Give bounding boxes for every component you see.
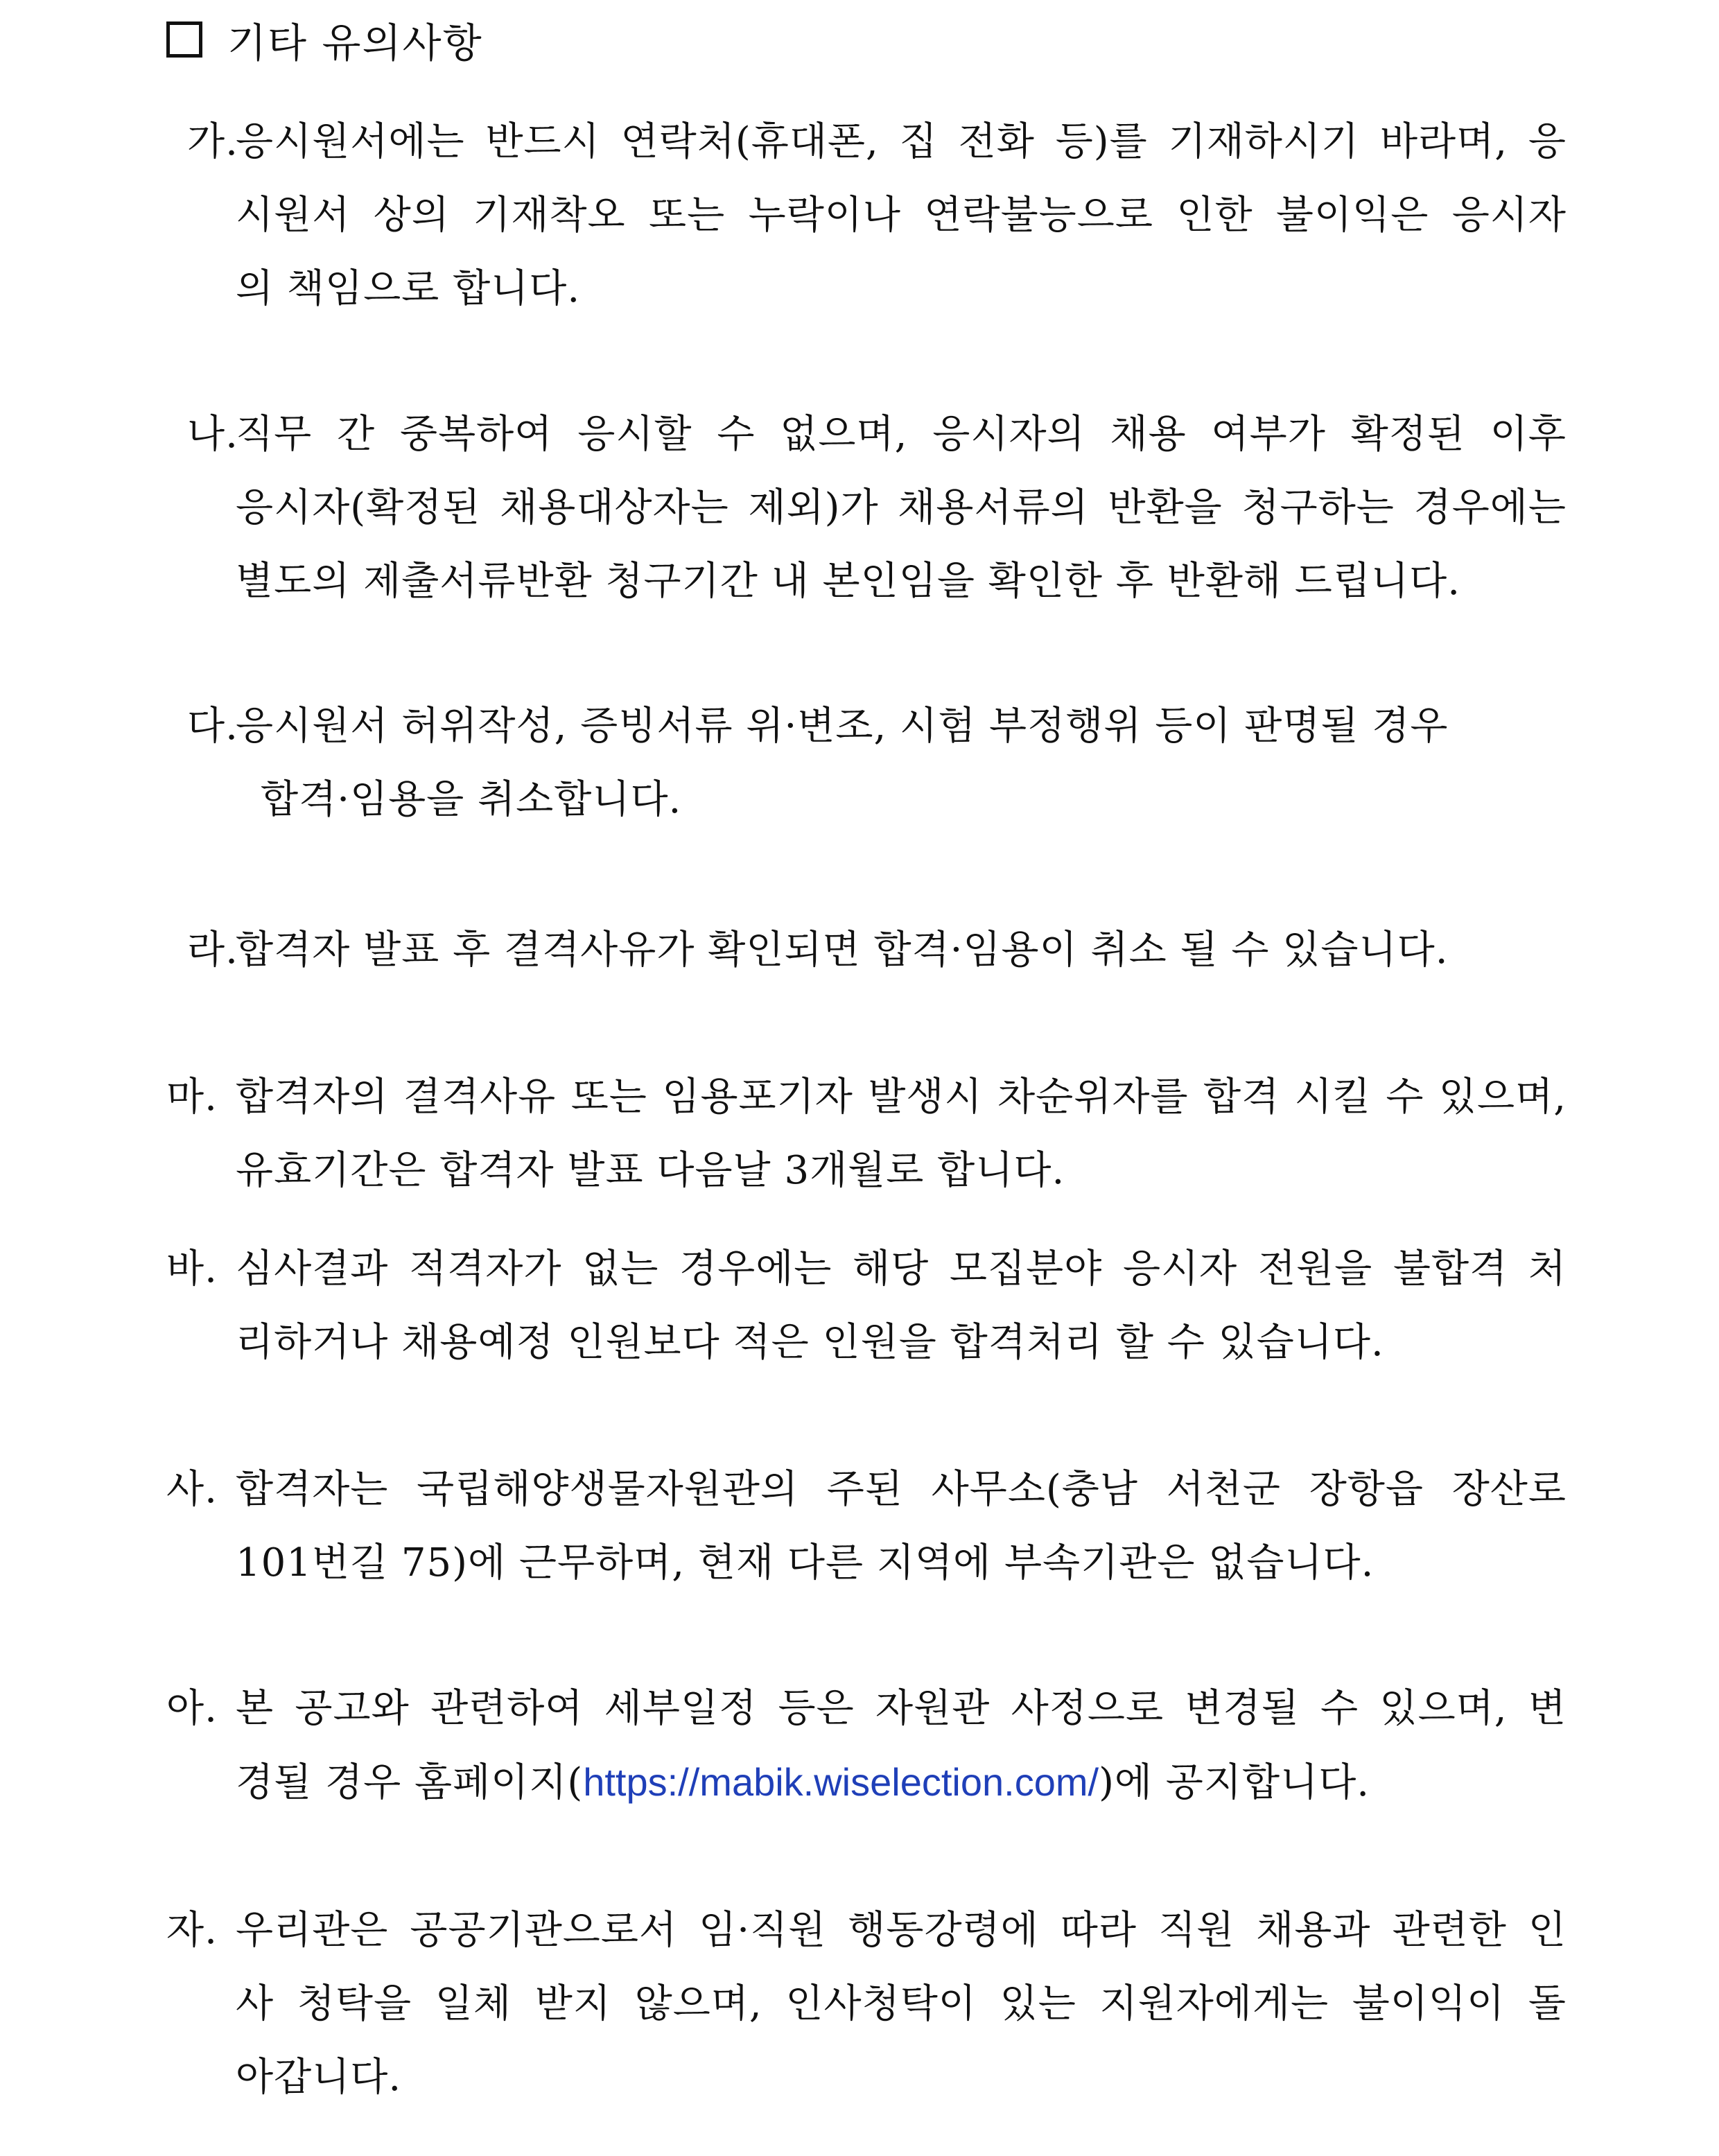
notice-item-ja	[166, 1894, 1567, 2114]
item-line: 101번길 75)에 근무하며, 현재 다른 지역에 부속기관은 없습니다.	[236, 1540, 1375, 1585]
item-line: 심사결과 적격자가 없는 경우에는 해당 모집분야 응시자 전원을 불합격 처	[236, 1246, 1567, 1292]
item-label: 다.	[187, 704, 238, 749]
homepage-link[interactable]: https://mabik.wiselection.com/	[583, 1760, 1099, 1804]
item-line: 응시원서 허위작성, 증빙서류 위·변조, 시험 부정행위 등이 판명될 경우	[236, 704, 1449, 749]
section-title: 기타 유의사항	[227, 19, 483, 67]
item-line: 별도의 제출서류반환 청구기간 내 본인임을 확인한 후 반환해 드립니다.	[236, 559, 1460, 604]
item-line: 응시자(확정된 채용대상자는 제외)가 채용서류의 반환을 청구하는 경우에는	[236, 485, 1567, 530]
checkbox-icon	[166, 21, 202, 58]
item-line: 의 책임으로 합니다.	[236, 266, 581, 311]
item-line: 합격자 발표 후 결격사유가 확인되면 합격·임용이 취소 될 수 있습니다.	[236, 928, 1449, 973]
item-label: 자.	[166, 1908, 218, 1953]
notice-item-na	[166, 398, 1567, 618]
item-line	[236, 1746, 1567, 1820]
item-line: 사 청탁을 일체 받지 않으며, 인사청탁이 있는 지원자에게는 불이익이 돌	[236, 1981, 1567, 2026]
item-label: 나.	[187, 412, 238, 457]
notice-item-ga	[166, 105, 1567, 326]
item-line: 본 공고와 관련하여 세부일정 등은 자원관 사정으로 변경될 수 있으며, 변	[236, 1686, 1567, 1731]
notice-item-sa	[166, 1453, 1567, 1600]
item-line-text: 경될 경우 홈페이지(	[236, 1760, 584, 1805]
item-line: 유효기간은 합격자 발표 다음날 3개월로 합니다.	[236, 1148, 1065, 1193]
item-line: 합격자의 결격사유 또는 임용포기자 발생시 차순위자를 합격 시킬 수 있으며,	[236, 1075, 1567, 1120]
item-line: 리하거나 채용예정 인원보다 적은 인원을 합격처리 할 수 있습니다.	[236, 1320, 1384, 1365]
item-line: 합격·임용을 취소합니다.	[261, 777, 682, 822]
item-line: 우리관은 공공기관으로서 임·직원 행동강령에 따라 직원 채용과 관련한 인	[236, 1908, 1567, 1953]
item-line: 응시원서에는 반드시 연락처(휴대폰, 집 전화 등)를 기재하시기 바라며, 응	[236, 119, 1567, 164]
item-label: 사.	[166, 1467, 218, 1512]
item-line-text: )에 공지합니다.	[1099, 1760, 1370, 1805]
notice-item-ma	[166, 1061, 1567, 1208]
notice-item-a	[166, 1672, 1567, 1820]
notice-item-ra	[166, 914, 1567, 987]
item-label: 마.	[166, 1075, 218, 1120]
item-label: 아.	[166, 1686, 218, 1731]
item-label: 라.	[187, 928, 238, 973]
section-heading	[166, 15, 483, 67]
notice-item-da	[166, 690, 1567, 837]
item-line: 시원서 상의 기재착오 또는 누락이나 연락불능으로 인한 불이익은 응시자	[236, 193, 1567, 238]
item-line: 아갑니다.	[236, 2055, 402, 2100]
item-line: 직무 간 중복하여 응시할 수 없으며, 응시자의 채용 여부가 확정된 이후	[236, 412, 1567, 457]
notice-item-ba	[166, 1233, 1567, 1380]
item-line: 합격자는 국립해양생물자원관의 주된 사무소(충남 서천군 장항읍 장산로	[236, 1467, 1567, 1512]
item-label: 가.	[187, 119, 238, 164]
item-label: 바.	[166, 1246, 218, 1292]
